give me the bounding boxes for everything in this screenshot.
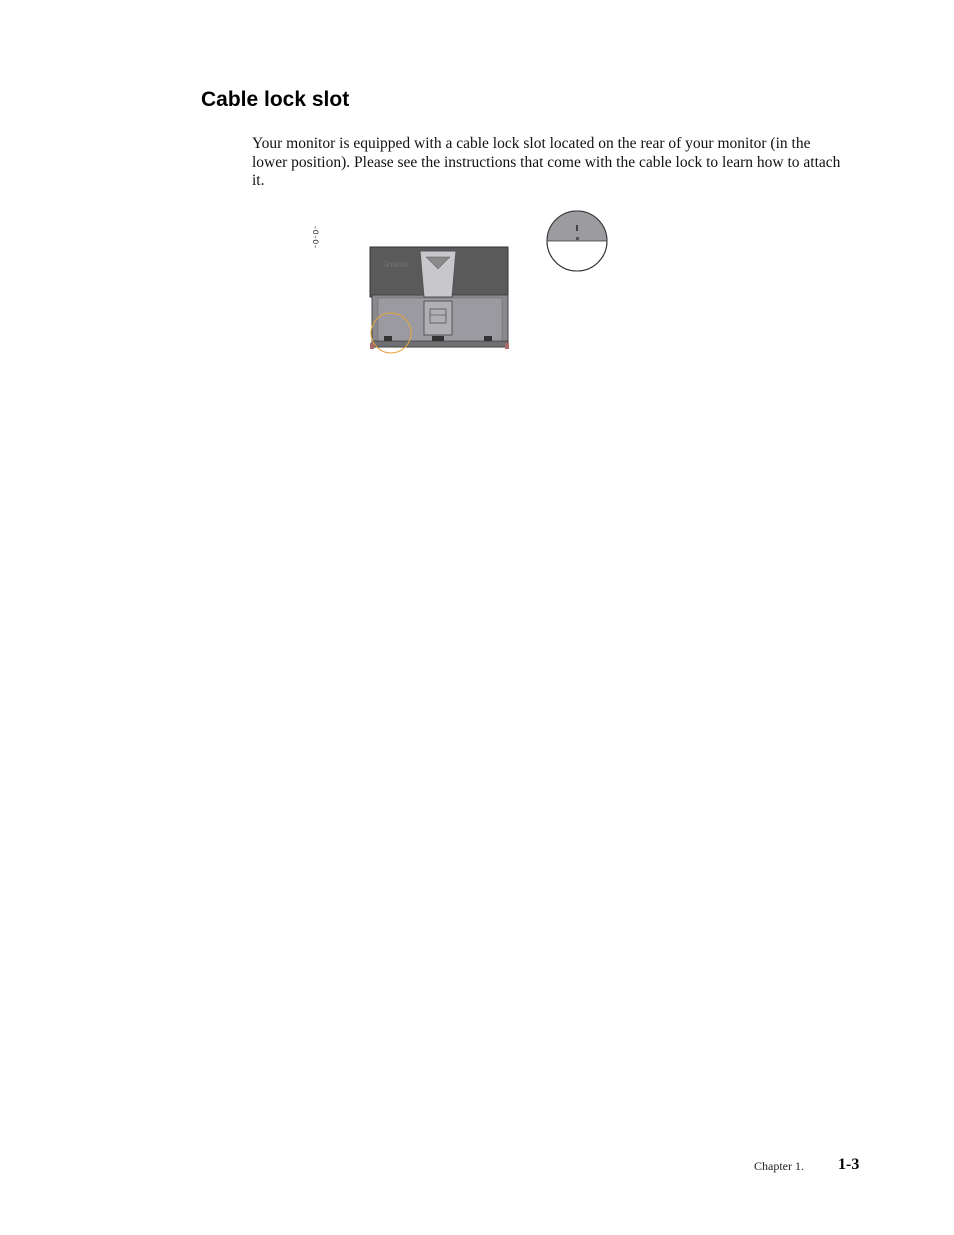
cable-lock-icon: -O-O- — [310, 225, 319, 250]
footer-chapter: Chapter 1. — [754, 1159, 804, 1173]
stand-hinge — [424, 301, 452, 335]
monitor-rear-figure — [360, 205, 620, 360]
page-number: 1-3 — [838, 1156, 860, 1173]
brand-logo: lenovo — [384, 259, 408, 269]
section-title: Cable lock slot — [201, 88, 350, 111]
monitor-rear-illustration — [360, 205, 620, 355]
section-body: Your monitor is equipped with a cable lock slot located on the rear of your monitor (in the lower position). Please see the instructions that come with the cable lock to learn how to attach it. — [252, 135, 841, 189]
